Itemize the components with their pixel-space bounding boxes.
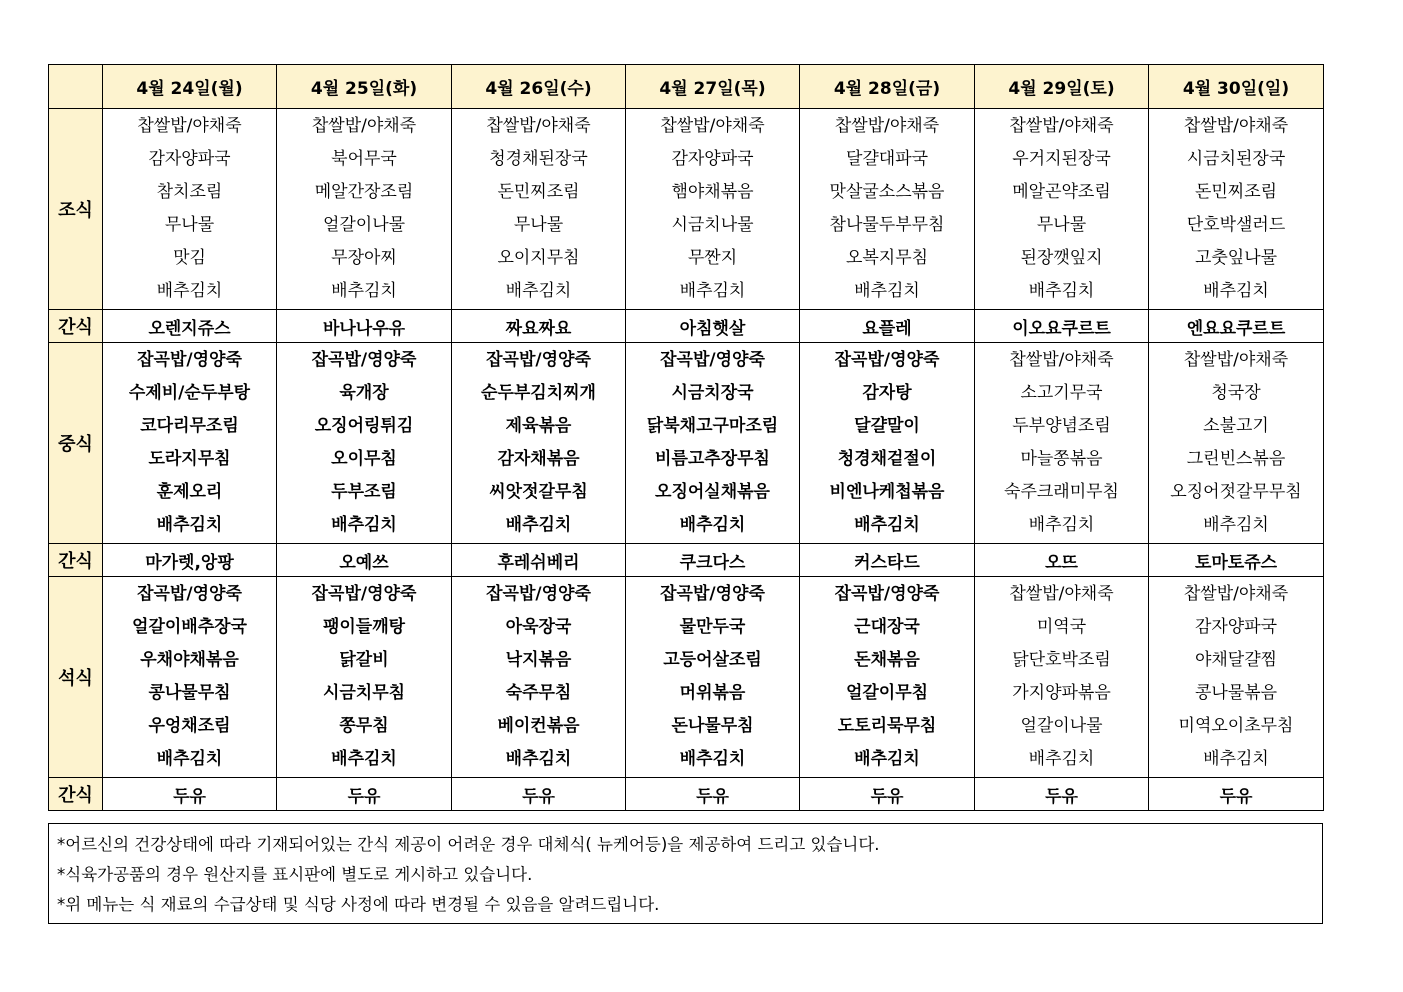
dinner-cell bbox=[800, 577, 975, 778]
note-line: *어르신의 건강상태에 따라 기재되어있는 간식 제공이 어려운 경우 대체식( 뉴케어등)을 제공하여 드리고 있습니다. bbox=[57, 835, 880, 854]
snack-item: 오예쓰 bbox=[277, 544, 452, 577]
snack-item: 엔요요쿠르트 bbox=[1149, 310, 1324, 343]
dinner-label: 석식 bbox=[49, 577, 103, 778]
menu-item: 청경채된장국 bbox=[489, 149, 588, 169]
menu-item: 찹쌀밥/야채죽 bbox=[1009, 350, 1114, 370]
menu-item: 그린빈스볶음 bbox=[1186, 449, 1286, 469]
menu-item: 감자양파국 bbox=[148, 149, 231, 169]
menu-item: 우거지된장국 bbox=[1012, 149, 1111, 169]
snack-item: 두유 bbox=[800, 778, 975, 811]
menu-item: 배추김치 bbox=[1028, 515, 1095, 535]
menu-item: 배추김치 bbox=[505, 281, 572, 301]
menu-item: 찹쌀밥/야채죽 bbox=[834, 116, 940, 136]
menu-item: 잡곡밥/영양죽 bbox=[486, 584, 591, 604]
note-line: *식육가공품의 경우 원산지를 표시판에 별도로 게시하고 있습니다. bbox=[57, 865, 533, 884]
menu-item: 훈제오리 bbox=[156, 482, 223, 502]
menu-item: 코다리무조림 bbox=[140, 416, 239, 436]
menu-item: 제육볶음 bbox=[505, 416, 572, 436]
snack-item: 아침햇살 bbox=[626, 310, 800, 343]
menu-item: 감자채볶음 bbox=[497, 449, 580, 469]
menu-item: 얼갈이배추장국 bbox=[132, 617, 247, 637]
breakfast-label: 조식 bbox=[49, 109, 103, 310]
menu-item: 햄야채볶음 bbox=[671, 182, 754, 202]
menu-item: 수제비/순두부탕 bbox=[128, 383, 251, 403]
dinner-row bbox=[49, 577, 1324, 778]
notes-box bbox=[48, 823, 1323, 924]
snack-item: 두유 bbox=[975, 778, 1149, 811]
menu-item: 배추김치 bbox=[156, 749, 223, 769]
menu-item: 배추김치 bbox=[331, 515, 397, 535]
day-header: 4월 28일(금) bbox=[800, 65, 975, 109]
menu-item: 배추김치 bbox=[1028, 281, 1095, 301]
menu-item: 찹쌀밥/야채죽 bbox=[486, 116, 591, 136]
menu-item: 잡곡밥/영양죽 bbox=[137, 350, 242, 370]
menu-item: 오이지무침 bbox=[497, 248, 580, 268]
day-header: 4월 25일(화) bbox=[277, 65, 452, 109]
snack-item: 짜요짜요 bbox=[452, 310, 626, 343]
menu-item: 우채야채볶음 bbox=[140, 650, 239, 670]
day-header: 4월 27일(목) bbox=[626, 65, 800, 109]
menu-item: 배추김치 bbox=[854, 281, 920, 301]
menu-item: 물만두국 bbox=[679, 617, 746, 637]
menu-item: 씨앗젓갈무침 bbox=[489, 482, 588, 502]
menu-item: 닭북채고구마조림 bbox=[646, 416, 779, 436]
menu-item: 숙주크래미무침 bbox=[1004, 482, 1119, 502]
menu-item: 무짠지 bbox=[687, 248, 738, 268]
dinner-cell bbox=[277, 577, 452, 778]
menu-item: 감자양파국 bbox=[1194, 617, 1278, 637]
menu-item: 아욱장국 bbox=[505, 617, 572, 637]
breakfast-cell bbox=[103, 109, 277, 310]
menu-item: 가지양파볶음 bbox=[1012, 683, 1111, 703]
day-header: 4월 30일(일) bbox=[1149, 65, 1324, 109]
menu-item: 감자양파국 bbox=[671, 149, 754, 169]
lunch-row bbox=[49, 343, 1324, 544]
menu-item: 베이컨볶음 bbox=[497, 716, 580, 736]
breakfast-cell bbox=[626, 109, 800, 310]
snack-label: 간식 bbox=[49, 544, 103, 577]
dinner-cell bbox=[452, 577, 626, 778]
menu-item: 참나물두부무침 bbox=[829, 215, 945, 235]
menu-item: 잡곡밥/영양죽 bbox=[311, 350, 417, 370]
menu-item: 닭갈비 bbox=[339, 650, 389, 670]
lunch-cell bbox=[452, 343, 626, 544]
menu-item: 야채달걀찜 bbox=[1194, 650, 1278, 670]
evening-snack-row bbox=[49, 778, 1324, 811]
note-line: *위 메뉴는 식 재료의 수급상태 및 식당 사정에 따라 변경될 수 있음을 알려드립니다. bbox=[57, 895, 660, 914]
menu-item: 낙지볶음 bbox=[505, 650, 572, 670]
menu-item: 찹쌀밥/야채죽 bbox=[311, 116, 417, 136]
weekly-meal-table bbox=[48, 64, 1324, 811]
menu-item: 얼갈이나물 bbox=[322, 215, 406, 235]
breakfast-cell bbox=[975, 109, 1149, 310]
snack-item: 바나나우유 bbox=[277, 310, 452, 343]
menu-item: 찹쌀밥/야채죽 bbox=[1009, 584, 1114, 604]
snack-item: 이오요쿠르트 bbox=[975, 310, 1149, 343]
breakfast-cell bbox=[277, 109, 452, 310]
menu-item: 두부조림 bbox=[331, 482, 397, 502]
menu-item: 찹쌀밥/야채죽 bbox=[1183, 584, 1289, 604]
snack-item: 마가렛,앙팡 bbox=[103, 544, 277, 577]
menu-item: 배추김치 bbox=[331, 281, 397, 301]
menu-item: 소고기무국 bbox=[1020, 383, 1103, 403]
afternoon-snack-row bbox=[49, 544, 1324, 577]
menu-item: 오복지무침 bbox=[845, 248, 929, 268]
menu-item: 순두부김치찌개 bbox=[481, 383, 596, 403]
menu-item: 메알간장조림 bbox=[314, 182, 414, 202]
dinner-cell bbox=[103, 577, 277, 778]
menu-item: 찹쌀밥/야채죽 bbox=[1183, 350, 1289, 370]
menu-item: 근대장국 bbox=[854, 617, 920, 637]
menu-item: 감자탕 bbox=[862, 383, 912, 403]
menu-item: 숙주무침 bbox=[505, 683, 572, 703]
menu-item: 무나물 bbox=[1036, 215, 1087, 235]
dinner-cell bbox=[975, 577, 1149, 778]
menu-item: 비엔나케첩볶음 bbox=[829, 482, 945, 502]
menu-item: 두부양념조림 bbox=[1012, 416, 1111, 436]
snack-item: 쿠크다스 bbox=[626, 544, 800, 577]
dinner-cell bbox=[626, 577, 800, 778]
menu-item: 도토리묵무침 bbox=[837, 716, 937, 736]
menu-item: 돈채볶음 bbox=[854, 650, 920, 670]
menu-item: 청국장 bbox=[1211, 383, 1261, 403]
menu-item: 찹쌀밥/야채죽 bbox=[1183, 116, 1289, 136]
menu-item: 달걀대파국 bbox=[845, 149, 929, 169]
menu-item: 참치조림 bbox=[156, 182, 223, 202]
menu-item: 찹쌀밥/야채죽 bbox=[660, 116, 765, 136]
menu-item: 배추김치 bbox=[854, 749, 920, 769]
menu-item: 잡곡밥/영양죽 bbox=[137, 584, 242, 604]
menu-item: 맛살굴소스볶음 bbox=[829, 182, 945, 202]
morning-snack-row bbox=[49, 310, 1324, 343]
header-row bbox=[49, 65, 1324, 109]
menu-item: 미역국 bbox=[1036, 617, 1087, 637]
menu-item: 얼갈이나물 bbox=[1020, 716, 1103, 736]
menu-item: 배추김치 bbox=[679, 749, 746, 769]
snack-item: 오뜨 bbox=[975, 544, 1149, 577]
lunch-cell bbox=[975, 343, 1149, 544]
menu-item: 오징어링튀김 bbox=[314, 416, 414, 436]
menu-item: 배추김치 bbox=[156, 281, 223, 301]
menu-item: 북어무국 bbox=[331, 149, 397, 169]
day-header: 4월 26일(수) bbox=[452, 65, 626, 109]
menu-item: 무장아찌 bbox=[331, 248, 397, 268]
menu-item: 잡곡밥/영양죽 bbox=[311, 584, 417, 604]
menu-item: 배추김치 bbox=[331, 749, 397, 769]
menu-item: 고춧잎나물 bbox=[1194, 248, 1278, 268]
menu-item: 잡곡밥/영양죽 bbox=[486, 350, 591, 370]
menu-item: 배추김치 bbox=[679, 281, 746, 301]
menu-item: 우엉채조림 bbox=[148, 716, 231, 736]
header-corner bbox=[49, 65, 103, 109]
snack-item: 두유 bbox=[452, 778, 626, 811]
menu-item: 배추김치 bbox=[505, 749, 572, 769]
snack-item: 두유 bbox=[277, 778, 452, 811]
breakfast-cell bbox=[452, 109, 626, 310]
menu-item: 돈민찌조림 bbox=[497, 182, 580, 202]
menu-item: 달걀말이 bbox=[854, 416, 920, 436]
menu-item: 콩나물볶음 bbox=[1194, 683, 1278, 703]
menu-item: 배추김치 bbox=[854, 515, 920, 535]
menu-item: 배추김치 bbox=[156, 515, 223, 535]
menu-item: 무나물 bbox=[513, 215, 564, 235]
menu-item: 머위볶음 bbox=[679, 683, 746, 703]
breakfast-cell bbox=[1149, 109, 1324, 310]
menu-item: 얼갈이무침 bbox=[845, 683, 929, 703]
lunch-cell bbox=[626, 343, 800, 544]
lunch-cell bbox=[800, 343, 975, 544]
menu-item: 잡곡밥/영양죽 bbox=[834, 584, 940, 604]
menu-item: 오이무침 bbox=[331, 449, 397, 469]
menu-item: 잡곡밥/영양죽 bbox=[660, 350, 765, 370]
menu-item: 된장깻잎지 bbox=[1020, 248, 1103, 268]
menu-item: 찹쌀밥/야채죽 bbox=[1009, 116, 1114, 136]
day-header: 4월 29일(토) bbox=[975, 65, 1149, 109]
menu-item: 육개장 bbox=[339, 383, 389, 403]
menu-item: 찹쌀밥/야채죽 bbox=[137, 116, 242, 136]
menu-item: 배추김치 bbox=[1203, 515, 1269, 535]
menu-item: 배추김치 bbox=[505, 515, 572, 535]
lunch-cell bbox=[103, 343, 277, 544]
menu-item: 도라지무침 bbox=[148, 449, 231, 469]
snack-item: 토마토쥬스 bbox=[1149, 544, 1324, 577]
menu-item: 마늘쫑볶음 bbox=[1020, 449, 1103, 469]
menu-item: 잡곡밥/영양죽 bbox=[660, 584, 765, 604]
menu-item: 오징어젓갈무무침 bbox=[1170, 482, 1302, 502]
menu-item: 메알곤약조림 bbox=[1012, 182, 1111, 202]
menu-item: 청경채겉절이 bbox=[837, 449, 937, 469]
menu-item: 고등어살조림 bbox=[663, 650, 762, 670]
menu-item: 소불고기 bbox=[1203, 416, 1269, 436]
snack-item: 두유 bbox=[103, 778, 277, 811]
snack-item: 요플레 bbox=[800, 310, 975, 343]
snack-item: 두유 bbox=[626, 778, 800, 811]
menu-item: 배추김치 bbox=[679, 515, 746, 535]
menu-item: 단호박샐러드 bbox=[1186, 215, 1286, 235]
snack-item: 두유 bbox=[1149, 778, 1324, 811]
menu-item: 닭단호박조림 bbox=[1012, 650, 1111, 670]
snack-label: 간식 bbox=[49, 778, 103, 811]
menu-item: 미역오이초무침 bbox=[1178, 716, 1294, 736]
menu-item: 돈나물무침 bbox=[671, 716, 754, 736]
menu-item: 배추김치 bbox=[1203, 749, 1269, 769]
menu-item: 오징어실채볶음 bbox=[655, 482, 770, 502]
menu-item: 시금치나물 bbox=[671, 215, 754, 235]
menu-item: 시금치무침 bbox=[322, 683, 406, 703]
snack-label: 간식 bbox=[49, 310, 103, 343]
dinner-cell bbox=[1149, 577, 1324, 778]
snack-item: 후레쉬베리 bbox=[452, 544, 626, 577]
menu-item: 쫑무침 bbox=[339, 716, 389, 736]
menu-item: 무나물 bbox=[164, 215, 215, 235]
menu-item: 팽이들깨탕 bbox=[322, 617, 406, 637]
lunch-cell bbox=[277, 343, 452, 544]
breakfast-row bbox=[49, 109, 1324, 310]
menu-item: 시금치된장국 bbox=[1186, 149, 1286, 169]
menu-item: 돈민찌조림 bbox=[1194, 182, 1278, 202]
menu-item: 배추김치 bbox=[1203, 281, 1269, 301]
day-header: 4월 24일(월) bbox=[103, 65, 277, 109]
snack-item: 오렌지쥬스 bbox=[103, 310, 277, 343]
snack-item: 커스타드 bbox=[800, 544, 975, 577]
breakfast-cell bbox=[800, 109, 975, 310]
menu-item: 배추김치 bbox=[1028, 749, 1095, 769]
menu-item: 콩나물무침 bbox=[148, 683, 231, 703]
menu-item: 비름고추장무침 bbox=[655, 449, 770, 469]
menu-item: 시금치장국 bbox=[671, 383, 754, 403]
lunch-label: 중식 bbox=[49, 343, 103, 544]
menu-item: 맛김 bbox=[173, 248, 206, 268]
menu-item: 잡곡밥/영양죽 bbox=[834, 350, 940, 370]
lunch-cell bbox=[1149, 343, 1324, 544]
